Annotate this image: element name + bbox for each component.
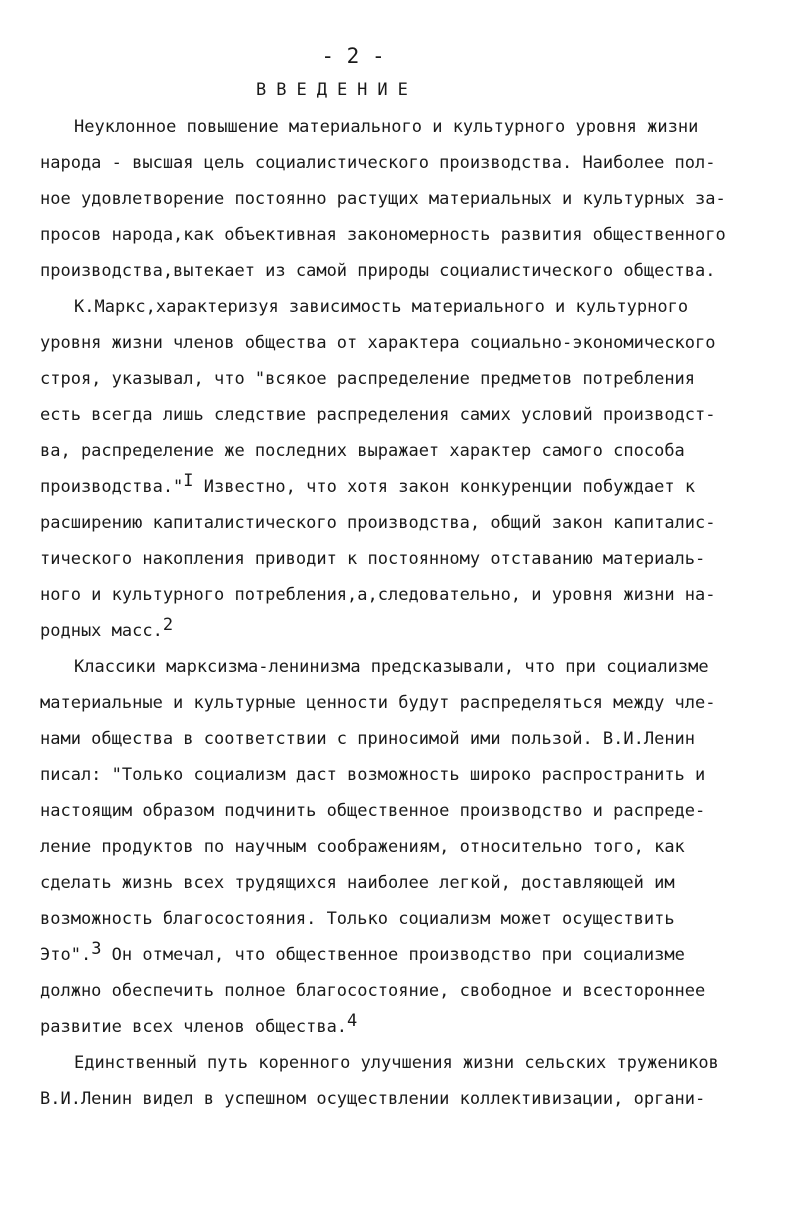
text-line: К.Маркс,характеризуя зависимость материального и культурного	[74, 297, 689, 317]
text-line: материальные и культурные ценности будут распределяться между чле-	[40, 693, 716, 713]
text-line: ва, распределение же последних выражает характер самого способа	[40, 441, 685, 461]
text-line: народа - высшая цель социалистического производства. Наиболее пол-	[40, 153, 716, 173]
text-line: Классики марксизма-ленинизма предсказывали, что при социализме	[74, 657, 709, 677]
text-line: должно обеспечить полное благосостояние, свободное и всестороннее	[40, 981, 706, 1001]
footnote-ref-1: I	[183, 471, 194, 491]
text-line: расширению капиталистического производства, общий закон капиталис-	[40, 513, 716, 533]
text-line: сделать жизнь всех трудящихся наиболее легкой, доставляющей им	[40, 873, 675, 893]
footnote-ref-2: 2	[162, 615, 174, 635]
text-segment: Известно, что хотя закон конкуренции побуждает к	[193, 477, 696, 497]
text-segment: Он отмечал, что общественное производство при социализме	[101, 945, 685, 965]
text-segment: производства."	[40, 477, 184, 497]
text-line: нами общества в соответствии с приносимой ими пользой. В.И.Ленин	[40, 729, 696, 749]
text-line: настоящим образом подчинить общественное производство и распреде-	[40, 801, 706, 821]
text-line	[40, 615, 174, 642]
text-line	[40, 471, 696, 498]
text-line: возможность благосостояния. Только социализм может осуществить	[40, 909, 675, 929]
text-line: производства,вытекает из самой природы социалистического общества.	[40, 261, 716, 281]
text-line: Единственный путь коренного улучшения жизни сельских тружеников	[74, 1053, 719, 1073]
text-line: есть всегда лишь следствие распределения самих условий производст-	[40, 405, 716, 425]
text-line	[40, 1011, 358, 1038]
footnote-ref-3: 3	[91, 939, 102, 959]
text-line: ное удовлетворение постоянно растущих материальных и культурных за-	[40, 189, 726, 209]
text-segment: родных масс.	[40, 621, 163, 641]
text-line: просов народа,как объективная закономерность развития общественного	[40, 225, 726, 245]
text-line: тического накопления приводит к постоянному отставанию материаль-	[40, 549, 706, 569]
text-line	[40, 939, 685, 966]
section-title: ВВЕДЕНИЕ	[256, 80, 418, 100]
page-number: - 2 -	[321, 44, 385, 68]
text-segment: развитие всех членов общества.	[40, 1017, 348, 1037]
text-line: Неуклонное повышение материального и культурного уровня жизни	[74, 117, 699, 137]
text-line: строя, указывал, что "всякое распределение предметов потребления	[40, 369, 696, 389]
text-line: писал: "Только социализм даст возможность широко распространить и	[40, 765, 706, 785]
text-segment: Это".	[40, 945, 92, 965]
text-line: В.И.Ленин видел в успешном осуществлении коллективизации, органи-	[40, 1089, 706, 1109]
text-line: ление продуктов по научным соображениям, относительно того, как	[40, 837, 685, 857]
footnote-ref-4: 4	[347, 1011, 358, 1031]
text-line: ного и культурного потребления,а,следовательно, и уровня жизни на-	[40, 585, 716, 605]
text-line: уровня жизни членов общества от характера социально-экономического	[40, 333, 716, 353]
